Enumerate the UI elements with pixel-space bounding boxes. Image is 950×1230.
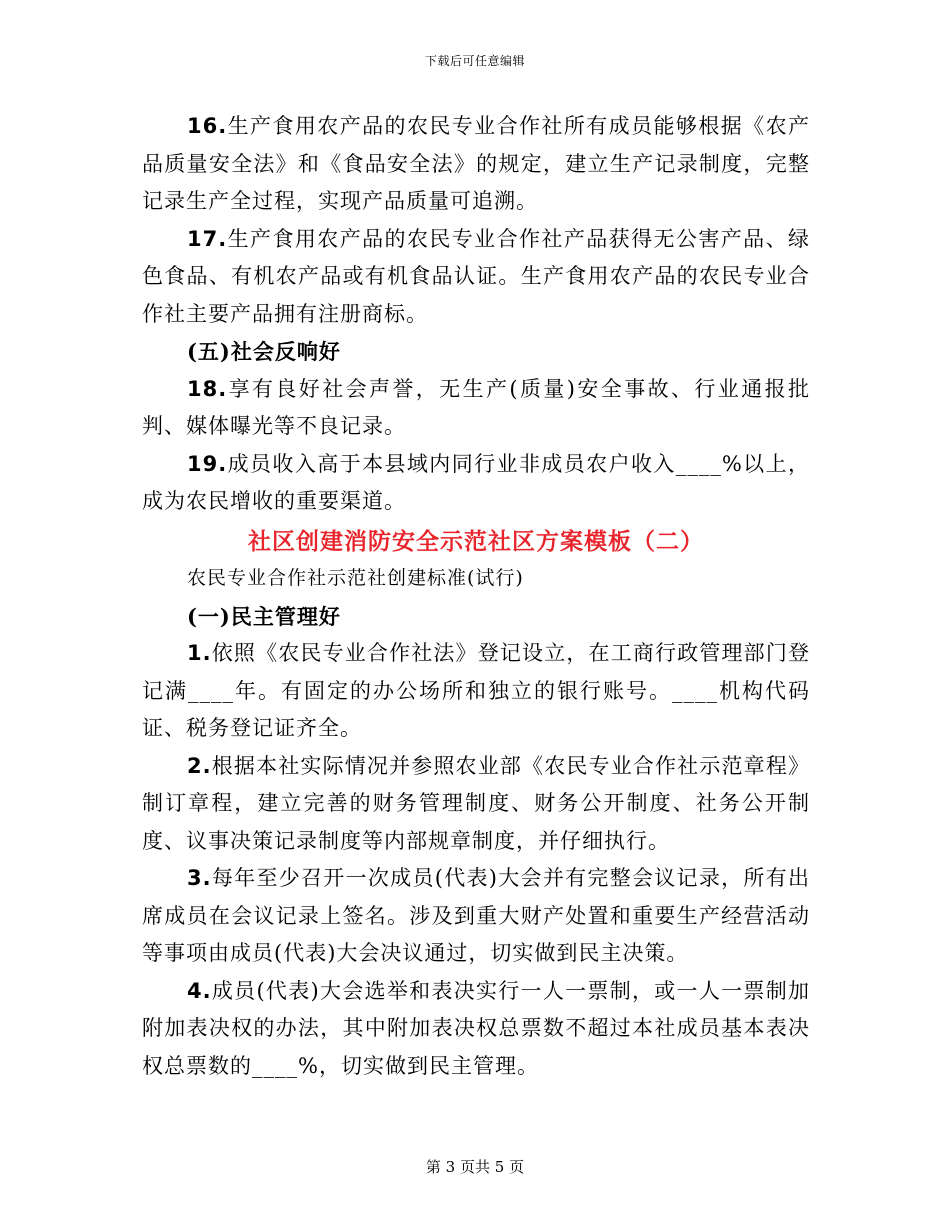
item-number: 19. (187, 451, 228, 476)
paragraph-16 (142, 108, 810, 221)
section-title: 社区创建消防安全示范社区方案模板（二） (248, 527, 704, 555)
paragraph-text: 成员(代表)大会选举和表决实行一人一票制，或一人一票制加附加表决权的办法，其中附加表决权总票数不超过本社成员基本表决权总票数的____%，切实做到民主管理。 (142, 978, 810, 1078)
header-note: 下载后可任意编辑 (424, 54, 525, 68)
document-body (142, 108, 810, 1085)
paragraph-3 (142, 860, 810, 973)
paragraph-text: 成员收入高于本县域内同行业非成员农户收入____%以上，成为农民增收的重要渠道。 (142, 451, 810, 513)
paragraph-19 (142, 446, 810, 521)
paragraph-17 (142, 221, 810, 334)
paragraph-4 (142, 973, 810, 1086)
section-heading-5: (五)社会反响好 (187, 339, 341, 364)
paragraph-text: 享有良好社会声誉，无生产(质量)安全事故、行业通报批判、媒体曝光等不良记录。 (142, 376, 810, 438)
page-footer: 第 3 页共 5 页 (425, 1158, 525, 1176)
paragraph-text: 每年至少召开一次成员(代表)大会并有完整会议记录，所有出席成员在会议记录上签名。涉及到重大财产处置和重要生产经营活动等事项由成员(代表)大会决议通过，切实做到民主决策。 (142, 866, 810, 965)
paragraph-text: 生产食用农产品的农民专业合作社产品获得无公害产品、绿色食品、有机农产品或有机食品认证。生产食用农产品的农民专业合作社主要产品拥有注册商标。 (142, 226, 810, 326)
paragraph-text: 依照《农民专业合作社法》登记设立，在工商行政管理部门登记满____年。有固定的办公场所和独立的银行账号。____机构代码证、税务登记证齐全。 (142, 641, 810, 740)
item-number: 1. (187, 641, 212, 665)
item-number: 16. (187, 114, 228, 138)
item-number: 3. (187, 866, 212, 890)
item-number: 2. (187, 753, 212, 778)
paragraph-text: 根据本社实际情况并参照农业部《农民专业合作社示范章程》制订章程，建立完善的财务管理制度、财务公开制度、社务公开制度、议事决策记录制度等内部规章制度，并仔细执行。 (142, 753, 810, 853)
paragraph-18 (142, 371, 810, 446)
item-number: 17. (187, 226, 228, 251)
paragraph-1 (142, 635, 810, 748)
paragraph-text: 生产食用农产品的农民专业合作社所有成员能够根据《农产品质量安全法》和《食品安全法》的规定，建立生产记录制度，完整记录生产全过程，实现产品质量可追溯。 (142, 114, 810, 213)
document-subtitle: 农民专业合作社示范社创建标准(试行) (187, 567, 524, 589)
item-number: 4. (187, 978, 212, 1003)
paragraph-2 (142, 748, 810, 861)
item-number: 18. (187, 376, 228, 401)
section-heading-1: (一)民主管理好 (187, 603, 341, 629)
